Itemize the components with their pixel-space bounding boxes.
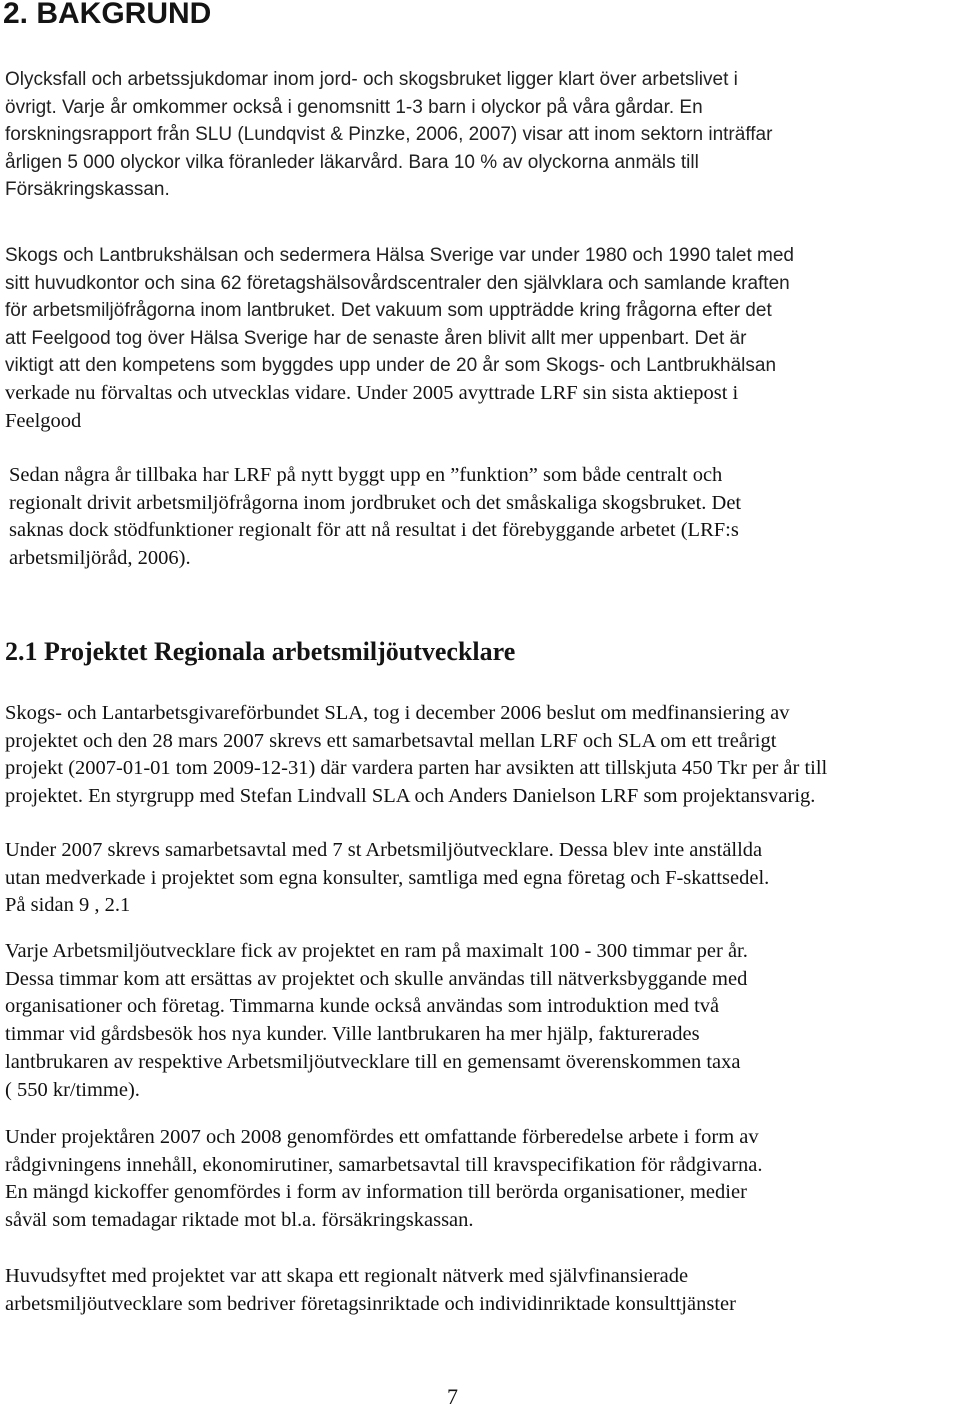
text-line: timmar vid gårdsbesök hos nya kunder. Ville lantbrukaren ha mer hjälp, fakturerades [5,1023,700,1046]
text-line: Olycksfall och arbetssjukdomar inom jord- och skogsbruket ligger klart över arbetslivet i [5,69,738,90]
text-line: Försäkringskassan. [5,179,170,201]
text-line: rådgivningens innehåll, ekonomirutiner, samarbetsavtal till kravspecifikation för rådgivarna. [5,1153,763,1176]
text-line: att Feelgood tog över Hälsa Sverige har de senaste åren blivit allt mer uppenbart. Det är [5,327,747,349]
text-line: Dessa timmar kom att ersättas av projektet och skulle användas till nätverksbyggande med [5,967,748,990]
text-line: Skogs och Lantbrukshälsan och sedermera Hälsa Sverige var under 1980 och 1990 talet med [5,245,794,266]
text-line: sitt huvudkontor och sina 62 företagshälsovårdscentraler den självklara och samlande kraften [5,272,790,294]
text-line: På sidan 9 , 2.1 [5,894,131,917]
paragraph-intro [5,66,772,204]
text-line: viktigt att den kompetens som byggdes upp under de 20 år som Skogs- och Lantbrukhälsan [5,355,777,377]
paragraph-agreements [5,837,769,920]
text-line: lantbrukaren av respektive Arbetsmiljöutvecklare till en gemensamt överenskommen taxa [5,1050,741,1073]
text-line: projektet och den 28 mars 2007 skrevs ett samarbetsavtal mellan LRF och SLA om ett treårigt [5,729,777,752]
paragraph-preparation [5,1124,762,1235]
text-line: projekt (2007-01-01 tom 2009-12-31) där vardera parten har avsikten att tillskjuta 450 Tkr per år till [5,757,828,780]
text-line: arbetsmiljöutvecklare som bedriver företagsinriktade och individinriktade konsulttjänster [5,1292,736,1315]
text-line: Huvudsyftet med projektet var att skapa ett regionalt nätverk med självfinansierade [5,1265,689,1287]
text-line: ( 550 kr/timme). [5,1078,140,1101]
paragraph-purpose [5,1263,736,1318]
text-line: regionalt drivit arbetsmiljöfrågorna inom jordbruket och det småskaliga skogsbruket. Det [9,491,742,514]
text-line: utan medverkade i projektet som egna konsulter, samtliga med egna företag och F-skattsedel. [5,866,770,889]
paragraph-hours [5,938,748,1104]
text-line: arbetsmiljöråd, 2006). [9,547,191,570]
text-line: Skogs- och Lantarbetsgivareförbundet SLA, tog i december 2006 beslut om medfinansiering av [5,702,790,724]
text-line: Feelgood [5,409,82,432]
text-line: saknas dock stödfunktioner regionalt för att nå resultat i det förebyggande arbetet (LRF:s [9,519,739,542]
text-line: Sedan några år tillbaka har LRF på nytt byggt upp en ”funktion” som både centralt och [9,464,723,486]
text-line: forskningsrapport från SLU (Lundqvist & Pinzke, 2006, 2007) visar att inom sektorn inträffar [5,124,773,146]
text-line: projektet. En styrgrupp med Stefan Lindvall SLA och Anders Danielson LRF som projektansvarig. [5,785,816,808]
paragraph-sla [5,700,827,811]
text-line: för arbetsmiljöfrågorna inom lantbruket. Det vakuum som uppträdde kring frågorna efter det [5,300,772,322]
paragraph-lrf [9,462,741,573]
paragraph-history [5,242,794,435]
text-line: En mängd kickoffer genomfördes i form av information till berörda organisationer, medier [5,1181,747,1204]
text-line: såväl som temadagar riktade mot bl.a. försäkringskassan. [5,1209,474,1232]
text-line: Under 2007 skrevs samarbetsavtal med 7 st Arbetsmiljöutvecklare. Dessa blev inte anställda [5,839,763,861]
text-line: Under projektåren 2007 och 2008 genomfördes ett omfattande förberedelse arbete i form av [5,1126,759,1148]
section-heading: 2. BAKGRUND [3,0,212,30]
page-number: 7 [447,1384,458,1409]
text-line: årligen 5 000 olyckor vilka föranleder läkarvård. Bara 10 % av olyckorna anmäls till [5,151,699,173]
text-line: verkade nu förvaltas och utvecklas vidare. Under 2005 avyttrade LRF sin sista aktiepost i [5,381,739,404]
text-line: Varje Arbetsmiljöutvecklare fick av projektet en ram på maximalt 100 - 300 timmar per år. [5,940,748,962]
text-line: övrigt. Varje år omkommer också i genomsnitt 1-3 barn i olyckor på våra gårdar. En [5,96,703,118]
text-line: organisationer och företag. Timmarna kunde också användas som introduktion med två [5,995,720,1018]
subsection-heading: 2.1 Projektet Regionala arbetsmiljöutvecklare [5,637,516,666]
